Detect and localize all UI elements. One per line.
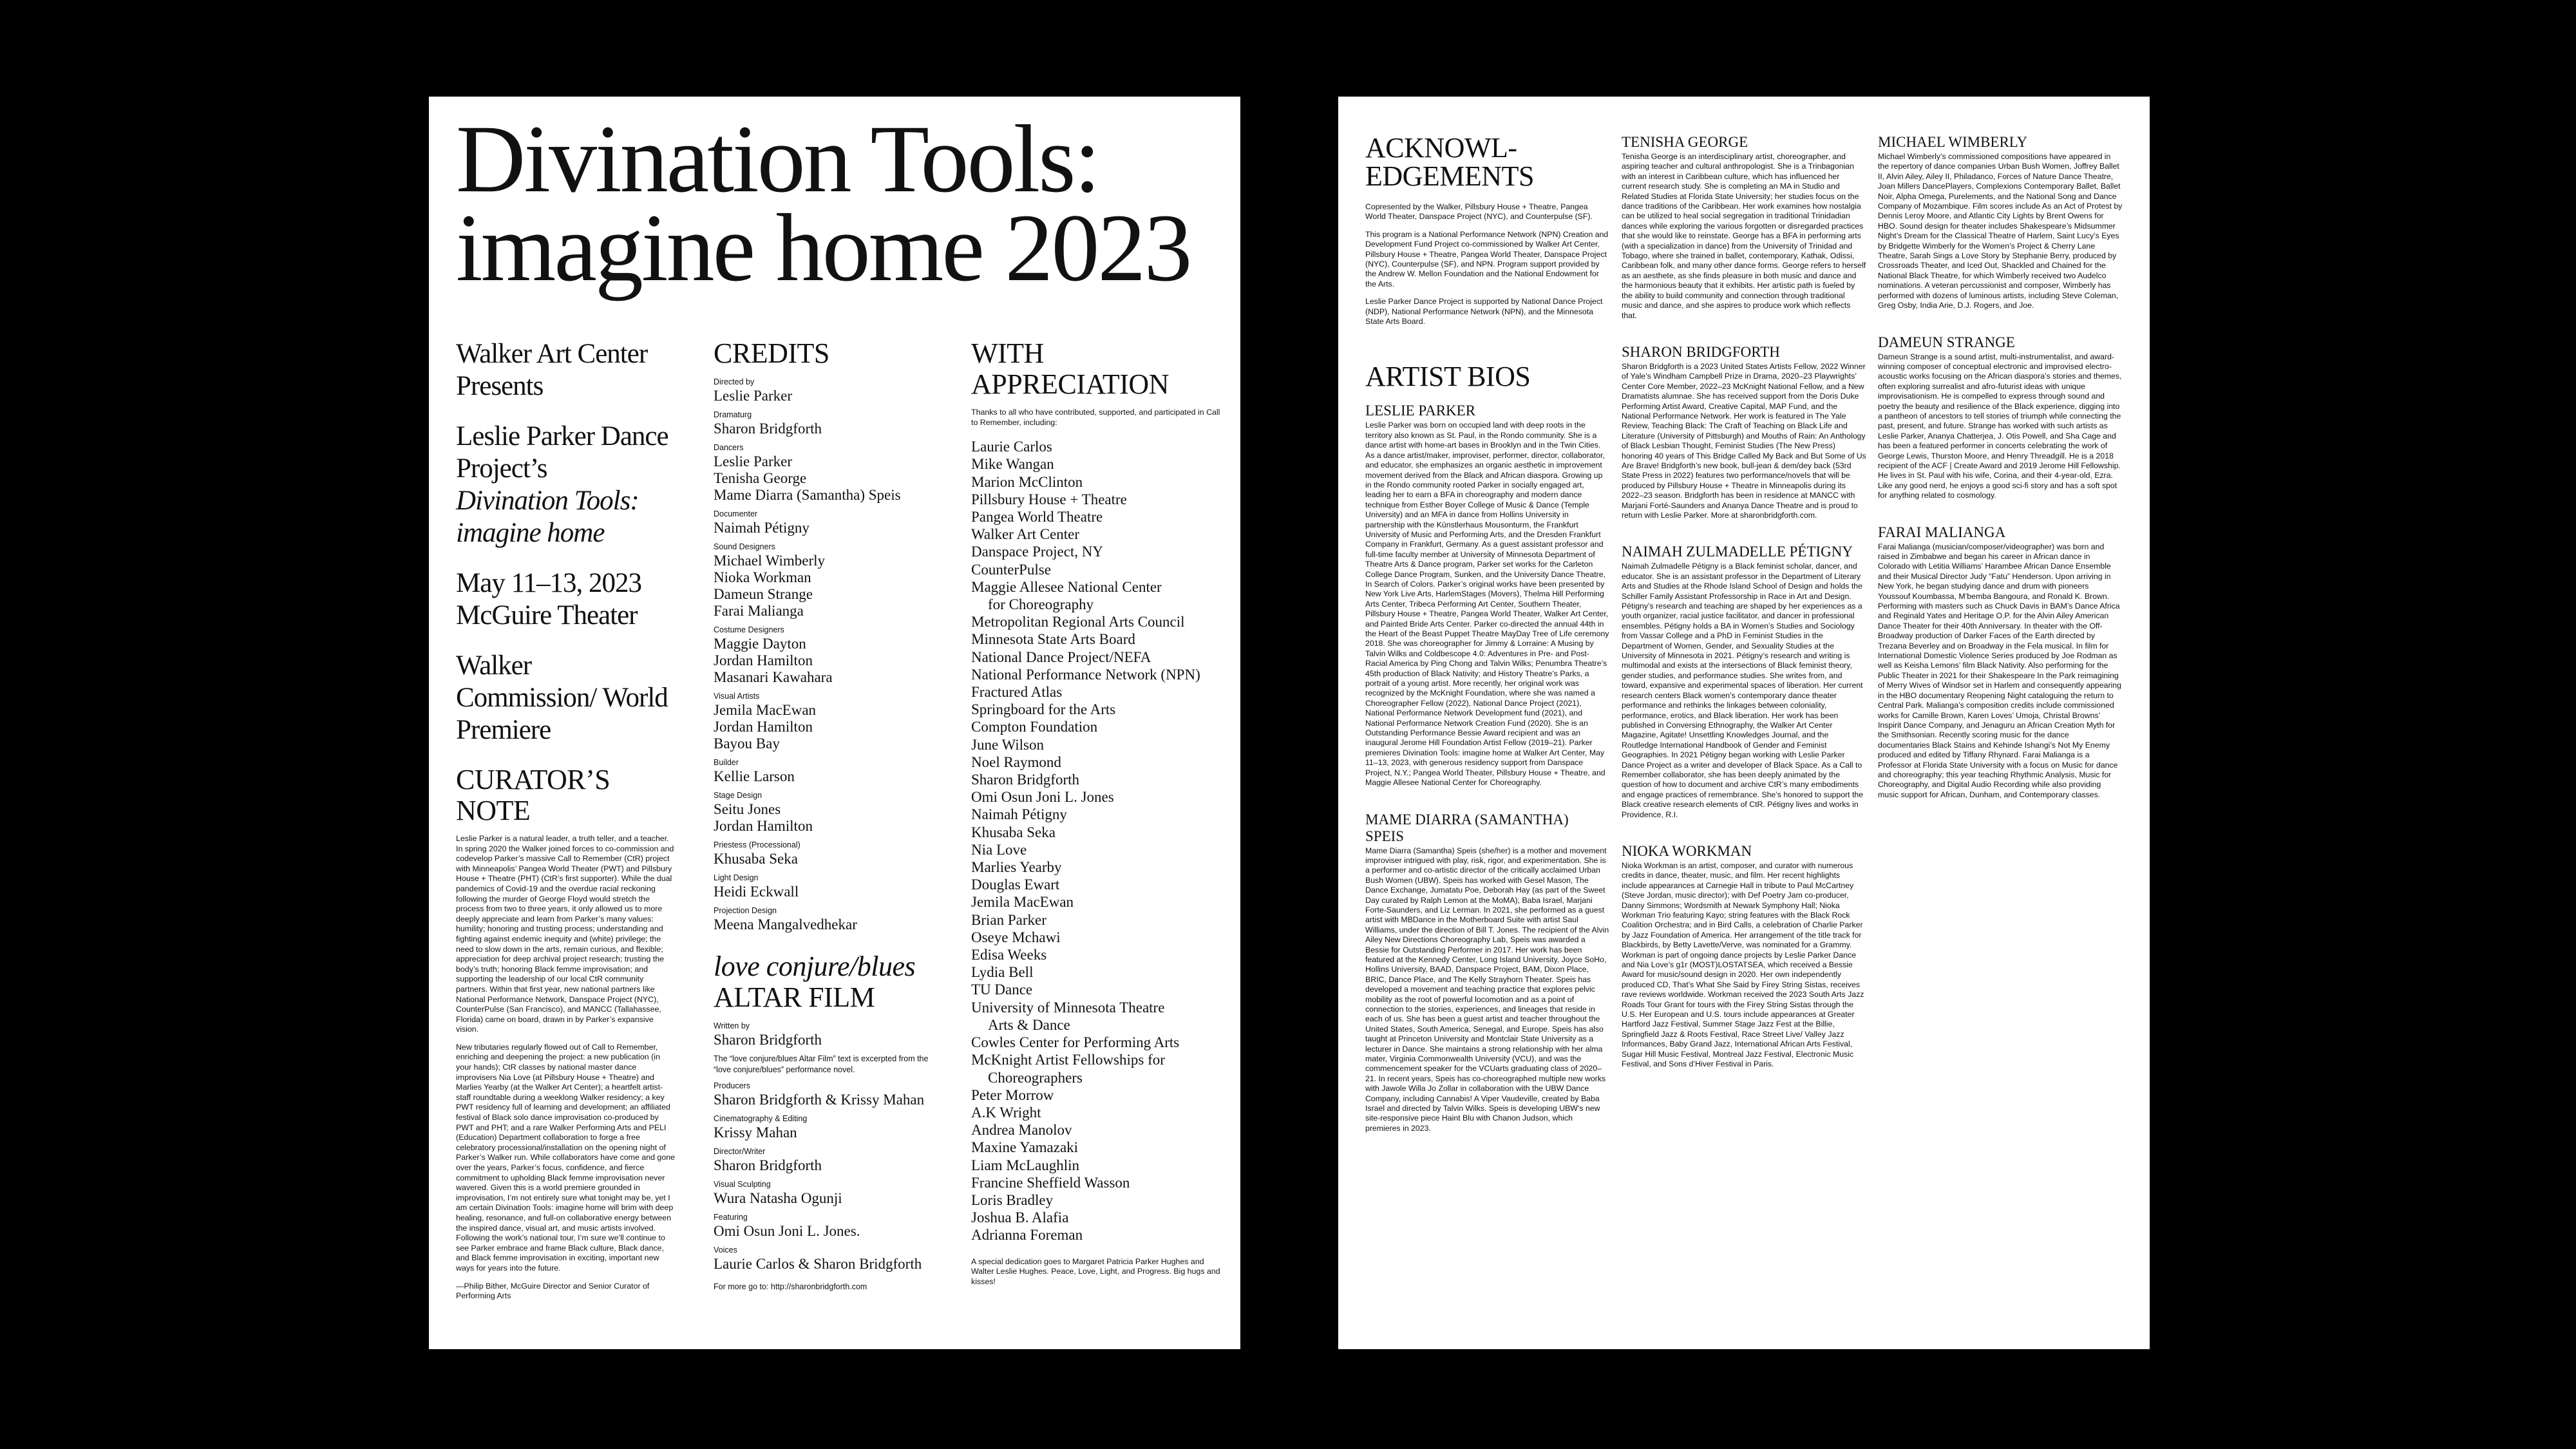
appreciation-name: Springboard for the Arts	[971, 701, 1116, 718]
appreciation-name: Noel Raymond	[971, 753, 1061, 770]
altar-film-heading-italic: love conjure/blues	[714, 951, 916, 982]
artist-name: FARAI MALIANGA	[1878, 524, 2006, 540]
production-credit	[456, 421, 675, 549]
appreciation-name: for Choreography	[988, 596, 1094, 613]
credit-role: Producers	[714, 1081, 750, 1090]
appreciation-list	[971, 438, 1229, 1244]
credit-name: Kellie Larson	[714, 768, 795, 784]
credit-name: Tenisha George	[714, 470, 807, 486]
appreciation-name: McKnight Artist Fellowships for	[971, 1052, 1165, 1068]
right-column-3	[1878, 134, 2123, 823]
event-venue: McGuire Theater	[456, 600, 638, 630]
appreciation-name: Douglas Ewart	[971, 876, 1060, 893]
appreciation-name: Omi Osun Joni L. Jones	[971, 789, 1114, 806]
artist-name: DAMEUN STRANGE	[1878, 334, 2015, 350]
credit-name: Michael Wimberly	[714, 553, 826, 569]
appreciation-name: Maxine Yamazaki	[971, 1139, 1079, 1156]
event-info	[456, 567, 675, 632]
artist-bio-text: Tenisha George is an interdisciplinary artist, choreographer, and aspiring teacher and cultural anthropologist. She is a Trinbagonian with an interest in Caribbean culture, which has influenced her current research study. She is completing an MA in Studio and Related Studies at Florida State University; her studies focus on the dance traditions of the Caribbean. Her work examines how nostalgia can be utilized to heal social segregation in traditional Trinidadian dances while exploring the various forgotten or disregarded practices that she would like to reinstate. George has a BFA in performing arts (with a specialization in dance) from the University of Trinidad and Tobago, where she trained in ballet, contemporary, Kathak, Odissi, Caribbean folk, and many other dance forms. George refers to herself as an aesthete, as she finds pleasure in both music and dance and the harmonious beauty that it exhibits. Her artistic path is fueled by the ability to build community and connection through traditional music and dance, and she aspires to produce work which reflects that.	[1622, 152, 1866, 320]
artist-bio	[1622, 344, 1866, 521]
appreciation-name: Pangea World Theatre	[971, 509, 1103, 525]
credit-name: Sharon Bridgforth	[714, 1032, 822, 1048]
appreciation-name: Joshua B. Alafia	[971, 1209, 1069, 1226]
bios-column-2	[1622, 134, 1866, 1070]
appreciation-name: Arts & Dance	[988, 1016, 1070, 1033]
artist-bio	[1878, 334, 2123, 501]
credit-role: Featuring	[714, 1213, 748, 1222]
production-company: Leslie Parker Dance Project’s	[456, 421, 668, 484]
appreciation-name: Mike Wangan	[971, 456, 1054, 473]
acknowledgement-paragraph: Leslie Parker Dance Project is supported by National Dance Project (NDP), National Performance Network (NPN), and the Minnesota State Arts Board.	[1365, 297, 1603, 327]
curators-note-heading: CURATOR’S NOTE	[456, 764, 611, 826]
credit-name: Leslie Parker	[714, 453, 792, 469]
credit-role: Visual Sculpting	[714, 1180, 771, 1189]
artist-bio-text: Nioka Workman is an artist, composer, and curator with numerous credits in dance, theater, music, and film. Her recent highlights include appearances at Carnegie Hall in tribute to Paul McCartney (Steve Jordan, music director); with Def Poetry Jam co-producer, Danny Simmons; Wordsmith at Newark Symphony Hall; Nioka Workman Trio featuring Kayo; string features with the Black Rock Coalition Orchestra; and in Bird Calls, a celebration of Charlie Parker by Jazz Foundation of America. Her arrangement of the title track for Blackbirds, by Betty Lavette/Verve, was nominated for a Grammy. Workman is part of ongoing dance projects by Leslie Parker Dance and Nia Love’s g1r (MOST)LOSTATSEA, which received a Bessie Award for music/sound design in 2020. Her own independently produced CD, That’s What She Said by Firey String Sistas, receives rave reviews worldwide. Workman received the 2023 South Arts Jazz Roads Tour Grant for tours with the Firey String Sistas through the U.S. Her European and U.S. tours include appearances at Greater Hartford Jazz Festival, Summer Stage Jazz Fest at the Billie, Springfield Jazz & Roots Festival, Race Street Live/ Valley Jazz Informances, Baby Grand Jazz, International African Arts Festival, Sugar Hill Music Festival, Montreal Jazz Festival, Electronic Music Festival, and Sons d’Hiver Festival in Paris.	[1622, 860, 1864, 1069]
credit-name: Jordan Hamilton	[714, 719, 813, 735]
appreciation-name: Lydia Bell	[971, 964, 1034, 981]
credits-list	[714, 377, 939, 933]
commission-note: Walker Commission/ World Premiere	[456, 650, 668, 745]
right-column-2	[1622, 134, 1866, 1093]
appreciation-name: Peter Morrow	[971, 1086, 1054, 1103]
acknowledgements-heading: ACKNOWL- EDGEMENTS	[1365, 132, 1534, 192]
appreciation-name: CounterPulse	[971, 561, 1051, 578]
credit-role: Documenter	[714, 509, 758, 518]
credit-role: Directed by	[714, 377, 755, 386]
appreciation-name: Minnesota State Arts Board	[971, 631, 1135, 648]
appreciation-name: Brian Parker	[971, 911, 1046, 928]
credit-name: Heidi Eckwall	[714, 884, 799, 900]
credit-name: Meena Mangalvedhekar	[714, 916, 857, 933]
bios-column-3	[1878, 134, 2123, 800]
curators-note-signature: —Philip Bither, McGuire Director and Senior Curator of Performing Arts	[456, 1281, 650, 1301]
credits-heading: CREDITS	[714, 337, 829, 369]
credit-name: Wura Natasha Ogunji	[714, 1190, 842, 1206]
credit-role: Light Design	[714, 873, 759, 882]
appreciation-name: Nia Love	[971, 841, 1027, 858]
credit-name: Sharon Bridgforth	[714, 421, 822, 437]
appreciation-name: Loris Bradley	[971, 1191, 1054, 1208]
appreciation-name: Marion McClinton	[971, 473, 1083, 490]
credit-name: Masanari Kawahara	[714, 669, 833, 685]
appreciation-name: Edisa Weeks	[971, 947, 1047, 963]
artist-bio-text: Michael Wimberly’s commissioned compositions have appeared in the repertory of dance companies Urban Bush Women, Joffrey Ballet II, Alvin Ailey, Ailey II, Philadanco, Forces of Nature Dance Theatre, Joan Millers DancePlayers, Complexions Contemporary Ballet, Ballet Noir, Alpha Omega, Purelements, and the National Song and Dance Company of Mozambique. Film scores include As an Act of Protest by Dennis Leroy Moore, and Atlantic City Lights by Brent Owens for HBO. Sound design for theater includes Shakespeare’s Midsummer Night’s Dream for the Classical Theatre of Harlem, Saint Lucy’s Eyes by Bridgette Wimberly for the Women’s Project & Cherry Lane Theatre, Sarah Sings a Love Story by Stephanie Berry, produced by Crossroads Theater, and Iced Out, Shackled and Chained for the National Black Theatre, for which Wimberly received two Audelco nominations. A veteran percussionist and composer, Wimberly has performed with dozens of luminous artists, including Steve Coleman, Greg Osby, India Arie, D.J. Rogers, and Joe.	[1878, 152, 2123, 310]
artist-bio-text: Farai Malianga (musician/composer/videographer) was born and raised in Zimbabwe and began his career in African dance in Colorado with Letitia Williams’ Harambee African Dance Ensemble and their Musical Director Judy “Fatu” Henderson. Upon arriving in New York, he began studying dance and drum with pioneers Youssouf Koumbassa, M’bemba Bangoura, and Ronald K. Brown. Performing with masters such as Chuck Davis in BAM’s Dance Africa and Reginald Yates and Heritage O.P. for the Alvin Ailey American Dance Theater for their 40th Anniversary. In theater with the Off-Broadway production of Darker Faces of the Earth directed by Trezana Beverley and on Broadway in the Fela musical. In film for International Domestic Violence Series produced by Joe Rodman as well as Keisha Lemons’ film Black Nativity. Also performing for the Public Theater in 2021 for their Shakespeare In the Park reimagining of Merry Wives of Windsor set in Harlem and consequently appearing in the HBO documentary Reopening Night cataloguing the return to Central Park. Malianga’s composition credits include commissioned works for Camille Brown, Karen Loves’ Umoja, Christal Browns’ Inspirit Dance Company, and Jenaguru an African Creation Myth for the Smithsonian. Recently scoring music for the dance documentaries Black Stains and Kehinde Ishangi’s Not My Enemy produced and edited by Tiffany Rhynard. Farai Malianga is a Professor at Florida State University with a focus on Music for dance and choreography; this year teaching Rhythmic Analysis, Music for Choreography, and Digital Audio Recording while also providing music support for African, Dunham, and Contemporary classes.	[1878, 542, 2121, 799]
altar-film-section	[714, 951, 939, 1293]
curators-note-paragraph: Leslie Parker is a natural leader, a truth teller, and a teacher. In spring 2020 the Walker joined forces to co-commission and codevelop Parker’s massive Call to Remember (CtR) project with Minneapolis’ Pangea World Theater (PWT) and Pillsbury House + Theatre (PHT) (CtR’s first supporter). While the dual pandemics of Covid-19 and the overdue racial reckoning following the murder of George Floyd would stretch the process from two to three years, it only allowed us to more deeply appreciate and learn from Parker’s many values: humility; honoring and trusting process; understanding and fighting against endemic inequity and (white) privilege; the need to slow down in the arts, remain curious, and flexible; appreciation for deep archival project research; trusting the body’s truth; honoring Black femme improvisation; and supporting the leadership of our local CtR community partners. Within that first year, new national partners like National Performance Network, Danspace Project (NYC), CounterPulse (San Francisco), and MANCC (Tallahassee, Florida) came on board, drawn in by Parker’s expansive vision.	[456, 834, 674, 1034]
artist-bio-text: Leslie Parker was born on occupied land with deep roots in the territory also known as St. Paul, in the Rondo community. She is a dance artist with home-art bases in Brooklyn and in the Twin Cities. As a dance artist/maker, improviser, performer, director, collaborator, and educator, she emphasizes an organic aesthetic in improvement movement derived from the Black and African diaspora. Growing up in the Rondo community rooted Parker in socially engaged art, leading her to earn a BFA in choreography and modern dance technique from Esther Boyer College of Music & Dance (Temple University) and an MFA in dance from Hollins University in partnership with the Künstlerhaus Mousonturm, the Frankfurt University of Music and Performing Arts, and the Dresden Frankfurt Company in Frankfurt, Germany. As a guest assistant professor and full-time faculty member at University of Minnesota Department of Theatre Arts & Dance program, Parker set works for the Carleton College Dance Program, Sunken, and the University Dance Theatre, In Search of Colors. Parker’s original works have been presented by New York Live Arts, HarlemStages (Movers), Thelma Hill Performing Arts Center, Tribeca Performing Art Center, Southern Theater, Pillsbury House + Theatre, Pangea World Theater, Walker Art Center, and Painted Bride Arts Center. Parker co-directed the annual 44th in the Heart of the Beast Puppet Theatre MayDay Tree of Life ceremony 2018. She was choreographer for Jimmy & Lorraine: A Musing by Talvin Wilks and Coldbescope 4.0: Adventures in Pre- and Post-Racial America by Ping Chong and Talvin Wilks; Penumbra Theatre’s 45th production of Black Nativity; and History Theatre’s Parks, a portrait of a young artist. More recently, her original work was recognized by the McKnight Foundation, where she was named a Choreographer Fellow (2022), National Dance Project (2021), National Performance Network Development fund (2021), and National Performance Network Creation Fund (2020). She is an Outstanding Performance Bessie Award recipient and was an inaugural Jerome Hill Foundation Artist Fellow (2019–21). Parker premieres Divination Tools: imagine home at Walker Art Center, May 11–13, 2023, with generous residency support from Danspace Project, N.Y.; Pangea World Theater, Pillsbury House + Theatre, and Maggie Allesee National Center for Choreography.	[1365, 421, 1609, 788]
credit-name: Bayou Bay	[714, 735, 780, 752]
artist-name: NIOKA WORKMAN	[1622, 842, 1752, 859]
artist-bio	[1622, 843, 1866, 1070]
credit-name: Khusaba Seka	[714, 851, 798, 867]
artist-bios-heading: ARTIST BIOS	[1365, 361, 1531, 393]
appreciation-name: Francine Sheffield Wasson	[971, 1174, 1130, 1191]
appreciation-name: Metropolitan Regional Arts Council	[971, 614, 1185, 630]
credit-name: Sharon Bridgforth	[714, 1157, 822, 1173]
appreciation-intro: Thanks to all who have contributed, supported, and participated in Call to Remember, including:	[971, 408, 1220, 427]
artist-bio	[1878, 524, 2123, 800]
acknowledgement-paragraph: Copresented by the Walker, Pillsbury House + Theatre, Pangea World Theater, Danspace Project (NYC), and Counterpulse (SF).	[1365, 202, 1593, 222]
presents-column	[456, 338, 675, 1309]
artist-bio	[1622, 544, 1866, 820]
credit-role: Costume Designers	[714, 625, 784, 634]
credit-name: Mame Diarra (Samantha) Speis	[714, 487, 901, 503]
appreciation-name: Oseye Mchawi	[971, 929, 1061, 945]
credit-role: Stage Design	[714, 791, 762, 800]
right-column-1	[1365, 134, 1610, 1157]
page-title: Divination Tools: imagine home 2023	[456, 106, 1191, 301]
artist-name: MICHAEL WIMBERLY	[1878, 134, 2028, 150]
curators-note-paragraph: New tributaries regularly flowed out of Call to Remember, enriching and deepening the project: a new publication (in your hands); CtR classes by national master dance improvisers Nia Love (at Pillsbury House + Theatre) and Marlies Yearby (at the Walker Art Center); a heartfelt artist-staff roundtable during a weeklong Walker residency; a key PWT residency full of learning and development; an affiliated festival of Black solo dance improvisation co-produced by PWT and PHT; and a rare Walker Performing Arts and PELI (Education) Department collaboration to forge a free celebratory processional/installation on the opening night of Parker’s Walker run. While collaborators have come and gone over the years, Parker’s focus, confidence, and fierce commitment to upholding Black femme improvisation never wavered. Given this is a world premiere grounded in improvisation, I’m not entirely sure what tonight may be, yet I am certain Divination Tools: imagine home will brim with deep healing, resonance, and full-on collaborative energy between the inspired dance, visual art, and music artists involved. Following the work’s national tour, I’m sure we’ll continue to see Parker embrace and frame Black culture, Black dance, and Black femme improvisation in exciting, important new ways for years into the future.	[456, 1042, 675, 1273]
credit-name: Seitu Jones	[714, 801, 781, 817]
credit-name: Krissy Mahan	[714, 1124, 797, 1141]
credit-name: Jemila MacEwan	[714, 702, 817, 718]
credit-name: Naimah Pétigny	[714, 520, 810, 536]
program-page-left	[429, 97, 1240, 1349]
artist-name: LESLIE PARKER	[1365, 402, 1476, 419]
credit-name: Farai Malianga	[714, 603, 804, 619]
credit-role: Visual Artists	[714, 692, 760, 701]
altar-film-heading: ALTAR FILM	[714, 981, 875, 1013]
appreciation-name: Maggie Allesee National Center	[971, 578, 1162, 595]
appreciation-name: June Wilson	[971, 736, 1045, 753]
credit-role: Priestess (Processional)	[714, 840, 800, 849]
credit-role: Voices	[714, 1245, 737, 1255]
credit-note: The “love conjure/blues Altar Film” text is excerpted from the “love conjure/blues” performance novel.	[714, 1054, 929, 1074]
acknowledgement-paragraph: This program is a National Performance Network (NPN) Creation and Development Fund Project co-commissioned by Walker Art Center, Pillsbury House + Theatre, Pangea World Theater, Danspace Project (NYC), Counterpulse (SF), and NPN. Program support provided by the Andrew W. Mellon Foundation and the National Endowment for the Arts.	[1365, 229, 1609, 289]
credit-name: Maggie Dayton	[714, 636, 806, 652]
credit-role: Director/Writer	[714, 1147, 766, 1156]
artist-name: SHARON BRIDGFORTH	[1622, 343, 1780, 360]
credit-name: Omi Osun Joni L. Jones.	[714, 1223, 860, 1239]
more-info-link[interactable]: For more go to: http://sharonbridgforth.com	[714, 1282, 867, 1291]
appreciation-name: Fractured Atlas	[971, 684, 1063, 701]
appreciation-name: Danspace Project, NY	[971, 544, 1104, 560]
artist-name: NAIMAH ZULMADELLE PÉTIGNY	[1622, 544, 1853, 560]
presenter: Walker Art Center Presents	[456, 339, 648, 401]
credit-role: Dramaturg	[714, 410, 752, 419]
appreciation-name: University of Minnesota Theatre	[971, 999, 1165, 1016]
appreciation-name: National Performance Network (NPN)	[971, 666, 1200, 683]
appreciation-name: Walker Art Center	[971, 526, 1080, 543]
artist-bio	[1365, 402, 1610, 788]
appreciation-name: Marlies Yearby	[971, 859, 1062, 876]
appreciation-name: A.K Wright	[971, 1104, 1041, 1121]
appreciation-name: Liam McLaughlin	[971, 1157, 1079, 1173]
program-page-right	[1338, 97, 2150, 1349]
bios-column-1	[1365, 402, 1610, 1133]
appreciation-name: Pillsbury House + Theatre	[971, 491, 1127, 507]
artist-bio	[1365, 811, 1610, 1134]
credit-role: Written by	[714, 1021, 750, 1030]
altar-film-credits	[714, 1021, 939, 1273]
appreciation-name: TU Dance	[971, 981, 1033, 998]
appreciation-name: Khusaba Seka	[971, 824, 1056, 840]
credit-name: Jordan Hamilton	[714, 652, 813, 668]
credit-role: Cinematography & Editing	[714, 1114, 808, 1123]
production-title: Divination Tools: imagine home	[456, 486, 639, 548]
appreciation-name: Compton Foundation	[971, 719, 1098, 735]
appreciation-name: Andrea Manolov	[971, 1122, 1072, 1139]
appreciation-name: Adrianna Foreman	[971, 1227, 1083, 1244]
artist-bio-text: Naimah Zulmadelle Pétigny is a Black feminist scholar, dancer, and educator. She is an assistant professor in the Department of Literary Arts and Studies at the Rhode Island School of Design and holds the Schiller Family Assistant Professorship in Race in Art and Design. Pétigny’s research and teaching are shaped by her experiences as a youth organizer, racial justice facilitator, and dancer in professional ensembles. Pétigny holds a BA in Women’s Studies and Sociology from Vassar College and a PhD in Feminist Studies in the Department of Women, Gender, and Sexuality Studies at the University of Minnesota in 2021. Pétigny’s research and writing is multimodal and exists at the intersections of Black feminist theory, gender studies, and performance studies. She writes from, and toward, expansive and experimental spaces of liberation. Her current research centers Black women’s contemporary dance theater performance and rethinks the linkages between coloniality, performance, erotics, and Black liberation. Her work has been published in Conversing Ethnography, the Walker Art Center Magazine, Agitate! Unsettling Knowledges Journal, and the Routledge International Handbook of Gender and Feminist Geographies. In 2021 Pétigny began working with Leslie Parker Dance Project as a writer and developer of Black Space. As a Call to Remember collaborator, she has been deeply animated by the question of how to document and archive CtR’s many embodiments and engage practices of remembrance. She’s honored to support the Black creative research elements of CtR. Pétigny lives and works in Providence, R.I.	[1622, 562, 1864, 819]
credit-role: Builder	[714, 758, 739, 767]
credits-column	[714, 338, 939, 1293]
credit-name: Dameun Strange	[714, 586, 813, 602]
appreciation-name: Sharon Bridgforth	[971, 772, 1080, 788]
appreciation-name: National Dance Project/NEFA	[971, 649, 1151, 665]
appreciation-name: Jemila MacEwan	[971, 894, 1074, 911]
artist-name: MAME DIARRA (SAMANTHA) SPEIS	[1365, 811, 1569, 844]
appreciation-name: Choreographers	[988, 1069, 1083, 1086]
artist-bio	[1878, 134, 2123, 311]
credit-name: Sharon Bridgforth & Krissy Mahan	[714, 1092, 925, 1108]
credit-name: Laurie Carlos & Sharon Bridgforth	[714, 1256, 922, 1272]
dedication: A special dedication goes to Margaret Patricia Parker Hughes and Walter Leslie Hughes. Peace, Love, Light, and Progress. Big hugs and kisses!	[971, 1256, 1220, 1286]
artist-bio-text: Sharon Bridgforth is a 2023 United States Artists Fellow, 2022 Winner of Yale’s Windham Campbell Prize in Drama, 2020–23 Playwrights’ Center Core Member, 2022–23 McKnight National Fellow, and a New Dramatists alumnae. She has received support from the Doris Duke Performing Artist Award, Creative Capital, MAP Fund, and the National Performance Network. Her work is featured in The Yale Review, Teaching Black: The Craft of Teaching on Black Life and Literature (University of Pittsburgh) and Mouths of Rain: An Anthology of Black Lesbian Thought, Feminist Studies (The New Press) honoring 40 years of This Bridge Called My Back and But Some of Us Are Brave! Bridgforth’s new book, bull-jean & dem/dey back (53rd State Press in 2022) features two performance/novels that will be produced by Pillsbury House + Theatre in Minneapolis during its 2022–23 season. Bridgforth has been in residence at MANCC with Marjani Forté-Saunders and Ananya Dance Theatre and is proud to return with Leslie Parker. More at sharonbridgforth.com.	[1622, 361, 1866, 520]
credit-role: Sound Designers	[714, 542, 775, 551]
artist-bio-text: Dameun Strange is a sound artist, multi-instrumentalist, and award-winning composer of conceptual electronic and improvised electro-acoustic works focusing on the African diaspora’s stories and themes, often exploring surrealist and afro-futurist ideas with unique improvisationism. He is compelled to express through sound and poetry the beauty and resilience of the Black experience, digging into a pantheon of ancestors to tell stories of triumph while connecting the past, present, and future. Strange has worked with such artists as Leslie Parker, Ananya Chatterjea, J. Otis Powell, and Sha Cage and has been a featured performer in concerts celebrating the work of George Lewis, Thurston Moore, and Henry Threadgill. He is a 2018 recipient of the ACF | Create Award and 2019 Jerome Hill Fellowship. He lives in St. Paul with his wife, Corina, and their 4-year-old, Ezra. Like any good nerd, he enjoys a good sci-fi story and has a soft spot for anything related to cosmology.	[1878, 352, 2122, 500]
credit-role: Dancers	[714, 443, 744, 452]
credit-name: Jordan Hamilton	[714, 818, 813, 834]
appreciation-heading: WITH APPRECIATION	[971, 337, 1169, 400]
event-date: May 11–13, 2023	[456, 568, 641, 598]
credit-role: Projection Design	[714, 906, 777, 915]
artist-bio-text: Mame Diarra (Samantha) Speis (she/her) is a mother and movement improviser intrigued with play, risk, rigor, and experimentation. She is a performer and co-artistic director of the critically acclaimed Urban Bush Women (UBW). Speis has worked with Gesel Mason, The Dance Exchange, Jumatatu Poe, Deborah Hay (as part of the Sweet Day curated by Ralph Lemon at the MoMA), Baba Israel, Marjani Forte-Saunders, and Liz Lerman. In 2021, she performed as a guest artist with MBDance in the Motherboard Suite with artist Saul Williams, under the direction of Bill T. Jones. The recipient of the Alvin Ailey New Directions Choreography Lab, Speis was awarded a Bessie for Outstanding Performer in 2017. Her work has been featured at the Kennedy Center, Long Island University, Joyce SoHo, Hollins University, BAAD, Danspace Project, BAM, Dixon Place, BRIC, Dance Place, and The Kelly Strayhorn Theater. Speis has developed a movement and teaching practice that explores pelvic mobility as the root of powerful locomotion and as a point of connection to the stories, experiences, and lineages that reside in each of us. She has been a guest artist and teacher throughout the United States, South America, Senegal, and Europe. Speis has also taught at Princeton University and Montclair State University as a lecturer in Dance. She maintains a strong relationship with her alma mater, Virginia Commonwealth University (VCU), and was the commencement speaker for the VCUarts graduating class of 2020–21. In recent years, Speis has co-choreographed multiple new works with Jawole Willa Jo Zollar in collaboration with the UBW Dance Company, including Cannabis! A Viper Vaudeville, created by Baba Israel and directed by Talvin Wilks. Speis is developing UBW’s new site-responsive piece Haint Blu with Chanon Judson, which premieres in 2023.	[1365, 846, 1609, 1133]
appreciation-name: Laurie Carlos	[971, 439, 1052, 455]
credit-name: Leslie Parker	[714, 388, 792, 404]
appreciation-name: Naimah Pétigny	[971, 806, 1067, 823]
artist-name: TENISHA GEORGE	[1622, 134, 1748, 150]
appreciation-column	[971, 338, 1229, 1287]
appreciation-name: Cowles Center for Performing Arts	[971, 1034, 1180, 1051]
artist-bio	[1622, 134, 1866, 321]
credit-name: Nioka Workman	[714, 569, 811, 585]
